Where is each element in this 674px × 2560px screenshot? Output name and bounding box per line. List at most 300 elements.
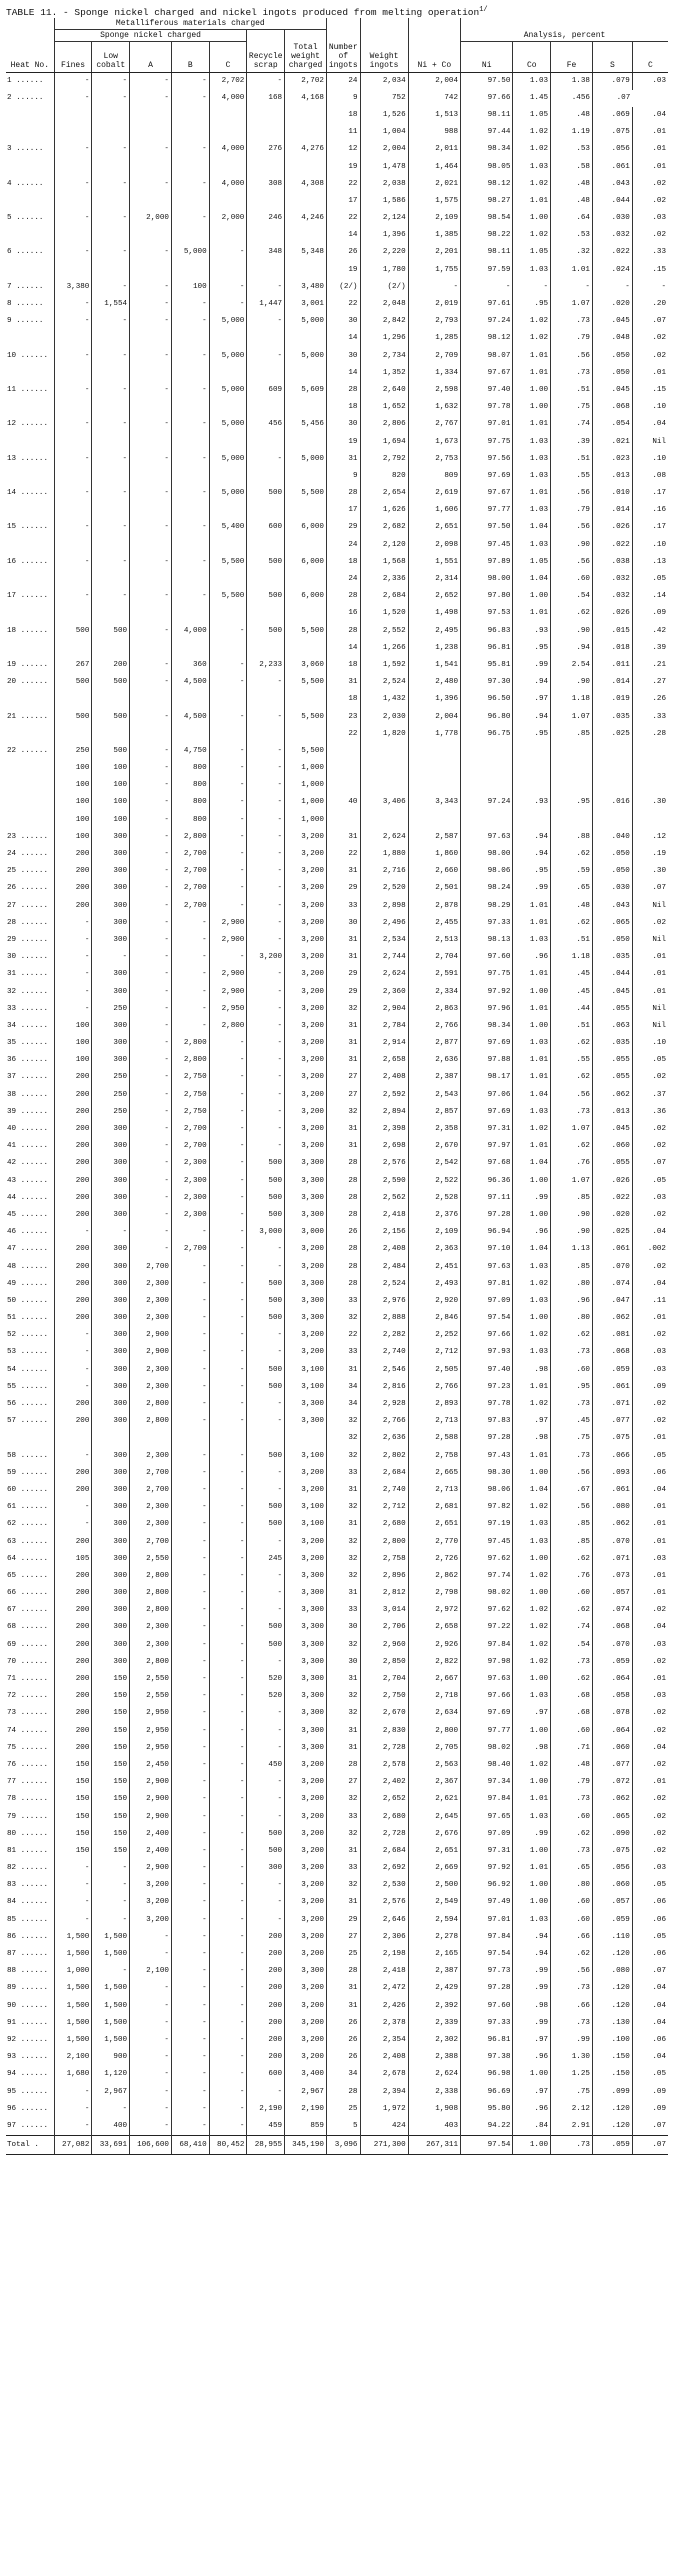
table-cell: 1,385 [408,227,460,244]
table-cell: 31 [326,1980,360,1997]
table-cell: - [171,1516,209,1533]
heat-number-cell: 39 ...... [7,1107,49,1116]
table-cell: - [92,313,130,330]
table-cell: 4,000 [209,141,247,158]
table-cell: - [209,1654,247,1671]
table-cell: 2,634 [408,1705,460,1722]
table-cell: .02 [632,1791,668,1808]
table-cell: 2,842 [360,313,408,330]
table-cell: 97.44 [461,124,513,141]
table-cell: .02 [632,176,668,193]
table-cell: .73 [551,2015,593,2032]
table-cell: - [209,2118,247,2136]
table-cell: 2,680 [360,1516,408,1533]
table-cell: .90 [551,1207,593,1224]
table-cell [209,726,247,743]
table-cell: 2,900 [209,915,247,932]
table-cell: 276 [247,141,285,158]
table-cell: .45 [551,1413,593,1430]
table-cell: 3,200 [285,1241,327,1258]
table-cell: - [130,348,172,365]
table-cell: .010 [592,485,632,502]
table-cell: - [209,2066,247,2083]
table-cell: - [171,588,209,605]
table-cell: 3,200 [285,1946,327,1963]
table-cell: - [171,1946,209,1963]
table-cell: .02 [632,1327,668,1344]
table-cell: .075 [592,124,632,141]
heat-number-cell [6,691,54,708]
table-cell: 2,190 [285,2101,327,2118]
table-cell: 3,480 [285,279,327,296]
table-cell: 200 [54,1173,92,1190]
table-cell: 2,676 [408,1826,460,1843]
table-cell: 97.81 [461,1276,513,1293]
table-cell: .068 [592,399,632,416]
table-cell: - [92,485,130,502]
table-cell: Nil [632,932,668,949]
table-cell [285,691,327,708]
table-cell: 2,038 [360,176,408,193]
table-cell [285,124,327,141]
table-cell: 2,898 [360,898,408,915]
table-cell: 3,000 [247,1224,285,1241]
table-cell: 32 [326,1430,360,1447]
table-cell: - [209,1740,247,1757]
table-cell: Nil [632,1018,668,1035]
table-cell: - [209,1362,247,1379]
table-cell: 18 [326,399,360,416]
table-cell: - [171,1860,209,1877]
table-cell: 2,621 [408,1791,460,1808]
table-cell: 1.04 [513,1087,551,1104]
table-cell: 2,728 [360,1826,408,1843]
table-cell: 27 [326,1929,360,1946]
table-cell: .60 [551,1585,593,1602]
heat-number-cell: 30 ...... [7,953,49,962]
table-cell [461,812,513,829]
table-cell: 97.22 [461,1619,513,1636]
table-cell: - [171,1894,209,1911]
table-cell: - [209,1138,247,1155]
table-cell: 3,200 [285,898,327,915]
table-cell: 2,000 [209,210,247,227]
table-cell: .013 [592,468,632,485]
table-cell: 97.09 [461,1826,513,1843]
table-cell: .02 [632,1705,668,1722]
table-cell: - [130,1069,172,1086]
table-cell: .070 [592,1533,632,1550]
table-cell: - [209,829,247,846]
table-cell: 28 [326,623,360,640]
table-row [6,279,668,296]
heat-number-cell [6,330,54,347]
table-cell: 2,576 [360,1155,408,1172]
table-cell: 27 [326,1069,360,1086]
table-cell: 100 [54,777,92,794]
table-cell: 300 [92,1207,130,1224]
table-cell: 200 [54,1207,92,1224]
table-cell: - [247,932,285,949]
table-cell: 809 [408,468,460,485]
table-cell: .01 [632,1671,668,1688]
table-cell: 150 [92,1808,130,1825]
table-cell: - [130,1929,172,1946]
table-cell [130,365,172,382]
table-cell: .62 [551,1946,593,1963]
table-cell: 3,200 [285,1069,327,1086]
table-cell: - [209,949,247,966]
table-cell: 18 [326,107,360,124]
table-cell: - [92,451,130,468]
table-cell: .03 [632,1551,668,1568]
table-cell: 2,354 [360,2032,408,2049]
table-cell: 2,591 [408,966,460,983]
table-cell: 2,124 [360,210,408,227]
table-cell: 2,806 [360,416,408,433]
table-cell: 500 [247,1619,285,1636]
table-cell [92,330,130,347]
table-cell: .73 [551,1344,593,1361]
table-cell: 1,500 [54,2032,92,2049]
table-cell [360,743,408,760]
table-cell: 97.67 [461,485,513,502]
heat-number-cell: 90 ...... [7,2001,49,2010]
table-row [6,794,668,811]
heat-number-cell: 69 ...... [7,1640,49,1649]
heat-number-cell: 27 ...... [7,901,49,910]
table-cell: 2,800 [360,1533,408,1550]
table-cell: 2,300 [130,1276,172,1293]
table-cell: - [54,588,92,605]
table-row [6,726,668,743]
table-cell: - [130,880,172,897]
table-cell [130,726,172,743]
table-cell: - [54,1362,92,1379]
heat-number-cell: 15 ...... [7,523,49,532]
table-cell [551,760,593,777]
table-cell: 40 [326,794,360,811]
table-cell: 150 [54,1843,92,1860]
table-cell: 98.00 [461,846,513,863]
table-cell: - [209,898,247,915]
table-cell: 150 [54,1757,92,1774]
table-cell: - [171,451,209,468]
table-cell: - [247,1912,285,1929]
table-row [6,158,668,175]
table-cell: 2,550 [130,1688,172,1705]
heat-number-cell [6,262,54,279]
table-cell: .08 [632,468,668,485]
table-cell: 2.91 [551,2118,593,2136]
table-cell: 1,285 [408,330,460,347]
table-cell: 200 [54,1413,92,1430]
table-cell: 1,500 [54,1998,92,2015]
table-cell: 1,432 [360,691,408,708]
table-cell: - [171,1396,209,1413]
table-cell: 3,200 [285,1929,327,1946]
table-cell: 28 [326,1190,360,1207]
table-cell: .01 [632,983,668,1000]
table-cell: - [92,1963,130,1980]
table-cell: - [54,1379,92,1396]
table-cell: 1,972 [360,2101,408,2118]
table-cell: 98.07 [461,348,513,365]
table-cell: 31 [326,1362,360,1379]
table-cell: 30 [326,915,360,932]
table-cell: - [130,416,172,433]
table-cell: - [92,588,130,605]
table-cell: 1,266 [360,640,408,657]
table-cell: 3,200 [285,1757,327,1774]
table-cell: 97.83 [461,1413,513,1430]
table-cell: - [209,846,247,863]
table-cell: 300 [92,1327,130,1344]
table-cell: 5,500 [285,623,327,640]
table-cell: - [54,519,92,536]
table-cell [130,262,172,279]
heat-number-cell: 51 ...... [7,1314,49,1323]
table-cell: 1,541 [408,657,460,674]
table-cell: 2,950 [130,1705,172,1722]
table-cell: 300 [92,1568,130,1585]
table-cell: 2,816 [360,1379,408,1396]
table-cell: 30 [326,1619,360,1636]
table-cell: 2,552 [360,623,408,640]
table-cell: 2,702 [209,72,247,90]
table-cell: 3,200 [285,983,327,1000]
table-cell: - [130,623,172,640]
table-cell: .45 [551,983,593,1000]
table-cell: 300 [92,1413,130,1430]
table-cell [285,726,327,743]
table-cell: 28 [326,588,360,605]
table-cell: - [171,296,209,313]
table-cell: 900 [92,2049,130,2066]
table-cell: - [513,279,551,296]
table-cell: .070 [592,1637,632,1654]
table-cell: 3,200 [285,1808,327,1825]
table-cell: 32 [326,1791,360,1808]
table-cell: 2,524 [360,674,408,691]
table-cell: .97 [513,2083,551,2100]
table-cell: 98.17 [461,1069,513,1086]
table-cell: - [130,485,172,502]
table-cell: - [130,777,172,794]
table-row [6,1121,668,1138]
table-row [6,880,668,897]
table-cell [285,468,327,485]
table-cell: 250 [54,743,92,760]
heat-number-cell: 10 ...... [7,351,49,360]
table-cell: 2.54 [551,657,593,674]
table-cell: 2,654 [360,485,408,502]
table-cell: - [92,382,130,399]
table-cell: .032 [592,227,632,244]
table-cell: - [247,1568,285,1585]
table-cell: - [209,1396,247,1413]
table-cell: .080 [592,1963,632,1980]
table-cell [513,777,551,794]
table-cell: 3,300 [285,1293,327,1310]
table-cell: - [171,1637,209,1654]
table-cell: 200 [247,2015,285,2032]
table-cell [592,777,632,794]
table-cell: .66 [551,1929,593,1946]
table-cell [171,124,209,141]
table-cell: 2,098 [408,537,460,554]
table-cell: .51 [551,382,593,399]
table-cell: .080 [592,1499,632,1516]
table-cell: - [130,794,172,811]
table-cell: 2,314 [408,571,460,588]
table-cell: 2,700 [130,1465,172,1482]
heat-number-cell: 19 ...... [7,660,49,669]
table-cell: 97.63 [461,829,513,846]
table-cell: 250 [92,1104,130,1121]
table-cell: .023 [592,451,632,468]
table-cell: 26 [326,244,360,261]
table-cell: 2,190 [247,2101,285,2118]
table-cell [551,812,593,829]
table-cell: 200 [54,846,92,863]
table-cell: 97.68 [461,1155,513,1172]
heat-number-cell [6,777,54,794]
table-cell: 2,387 [408,1069,460,1086]
table-cell: - [247,1585,285,1602]
table-cell: - [209,1190,247,1207]
table-cell: 96.94 [461,1224,513,1241]
table-cell: .12 [632,829,668,846]
header-analysis: Analysis, percent [461,30,668,42]
table-cell: 1.00 [513,1173,551,1190]
table-cell: 3,200 [285,1482,327,1499]
table-cell: 300 [92,1499,130,1516]
table-cell: 14 [326,330,360,347]
table-row [6,1912,668,1929]
table-cell [54,468,92,485]
heat-number-cell: 25 ...... [7,867,49,876]
table-cell: .66 [551,1998,593,2015]
table-cell: 18 [326,554,360,571]
table-cell: 500 [247,1379,285,1396]
table-cell: 2,904 [360,1001,408,1018]
table-cell: 2,651 [408,519,460,536]
table-cell [171,502,209,519]
table-cell: 3,300 [285,1190,327,1207]
table-cell [54,537,92,554]
column-header: Fe [551,42,593,73]
table-row [6,2101,668,2118]
table-cell [130,124,172,141]
table-cell: - [54,1224,92,1241]
table-cell: 3,300 [285,1155,327,1172]
table-cell: 97.06 [461,1087,513,1104]
table-cell: 2,800 [130,1602,172,1619]
table-cell: 2,358 [408,1121,460,1138]
table-cell: .95 [551,794,593,811]
table-cell: .03 [632,1688,668,1705]
table-cell: 2,496 [360,915,408,932]
table-cell: 97.45 [461,537,513,554]
table-cell: 2,109 [408,210,460,227]
table-row [6,1723,668,1740]
table-cell: 97.60 [461,1998,513,2015]
table-cell: 2,700 [171,1121,209,1138]
heat-number-cell: 77 ...... [7,1778,49,1787]
table-cell: 3,200 [285,1052,327,1069]
table-cell: - [92,949,130,966]
table-cell: - [171,1877,209,1894]
heat-number-cell: 72 ...... [7,1692,49,1701]
table-cell: 2,030 [360,708,408,725]
table-cell [461,777,513,794]
table-cell: 2,893 [408,1396,460,1413]
table-row [6,193,668,210]
table-cell: .95 [513,296,551,313]
table-cell: 100 [54,1052,92,1069]
table-cell: 500 [247,1637,285,1654]
table-cell: 2,900 [209,983,247,1000]
table-cell: 2,800 [171,829,209,846]
table-cell: 300 [92,1138,130,1155]
column-header: Low cobalt [92,42,130,73]
table-cell: .120 [592,2101,632,2118]
table-cell: .059 [592,2136,632,2155]
table-cell: 24 [326,72,360,90]
table-cell: 2,524 [360,1276,408,1293]
table-cell: .62 [551,1671,593,1688]
table-cell: 2,450 [130,1757,172,1774]
table-cell: - [130,2049,172,2066]
table-cell [130,107,172,124]
table-cell: 200 [54,1104,92,1121]
heat-number-cell [6,107,54,124]
table-cell: - [247,1087,285,1104]
table-cell [130,158,172,175]
table-cell: 5,500 [209,588,247,605]
table-cell: .80 [551,1877,593,1894]
table-cell: .032 [592,571,632,588]
table-cell: - [171,1654,209,1671]
table-cell: .54 [551,588,593,605]
table-cell: .021 [592,433,632,450]
heat-number-cell: 49 ...... [7,1279,49,1288]
table-cell: - [171,1705,209,1722]
heat-number-cell: 50 ...... [7,1296,49,1305]
table-cell: 3,300 [285,1688,327,1705]
table-cell: 98.12 [461,330,513,347]
table-cell: .038 [592,554,632,571]
table-cell: - [130,141,172,158]
table-cell: 2,578 [360,1757,408,1774]
heat-number-cell: 26 ...... [7,884,49,893]
table-cell: 200 [247,1946,285,1963]
table-cell: - [209,1258,247,1275]
table-cell: .061 [592,1241,632,1258]
table-cell: 1.00 [513,1018,551,1035]
table-cell: - [171,210,209,227]
table-cell: 1.01 [513,348,551,365]
table-cell: - [247,1001,285,1018]
table-cell: 96.92 [461,1877,513,1894]
table-row [6,1465,668,1482]
table-cell: .014 [592,502,632,519]
table-cell: 820 [360,468,408,485]
table-cell: .10 [632,537,668,554]
table-row [6,1619,668,1636]
heat-number-cell: 89 ...... [7,1984,49,1993]
